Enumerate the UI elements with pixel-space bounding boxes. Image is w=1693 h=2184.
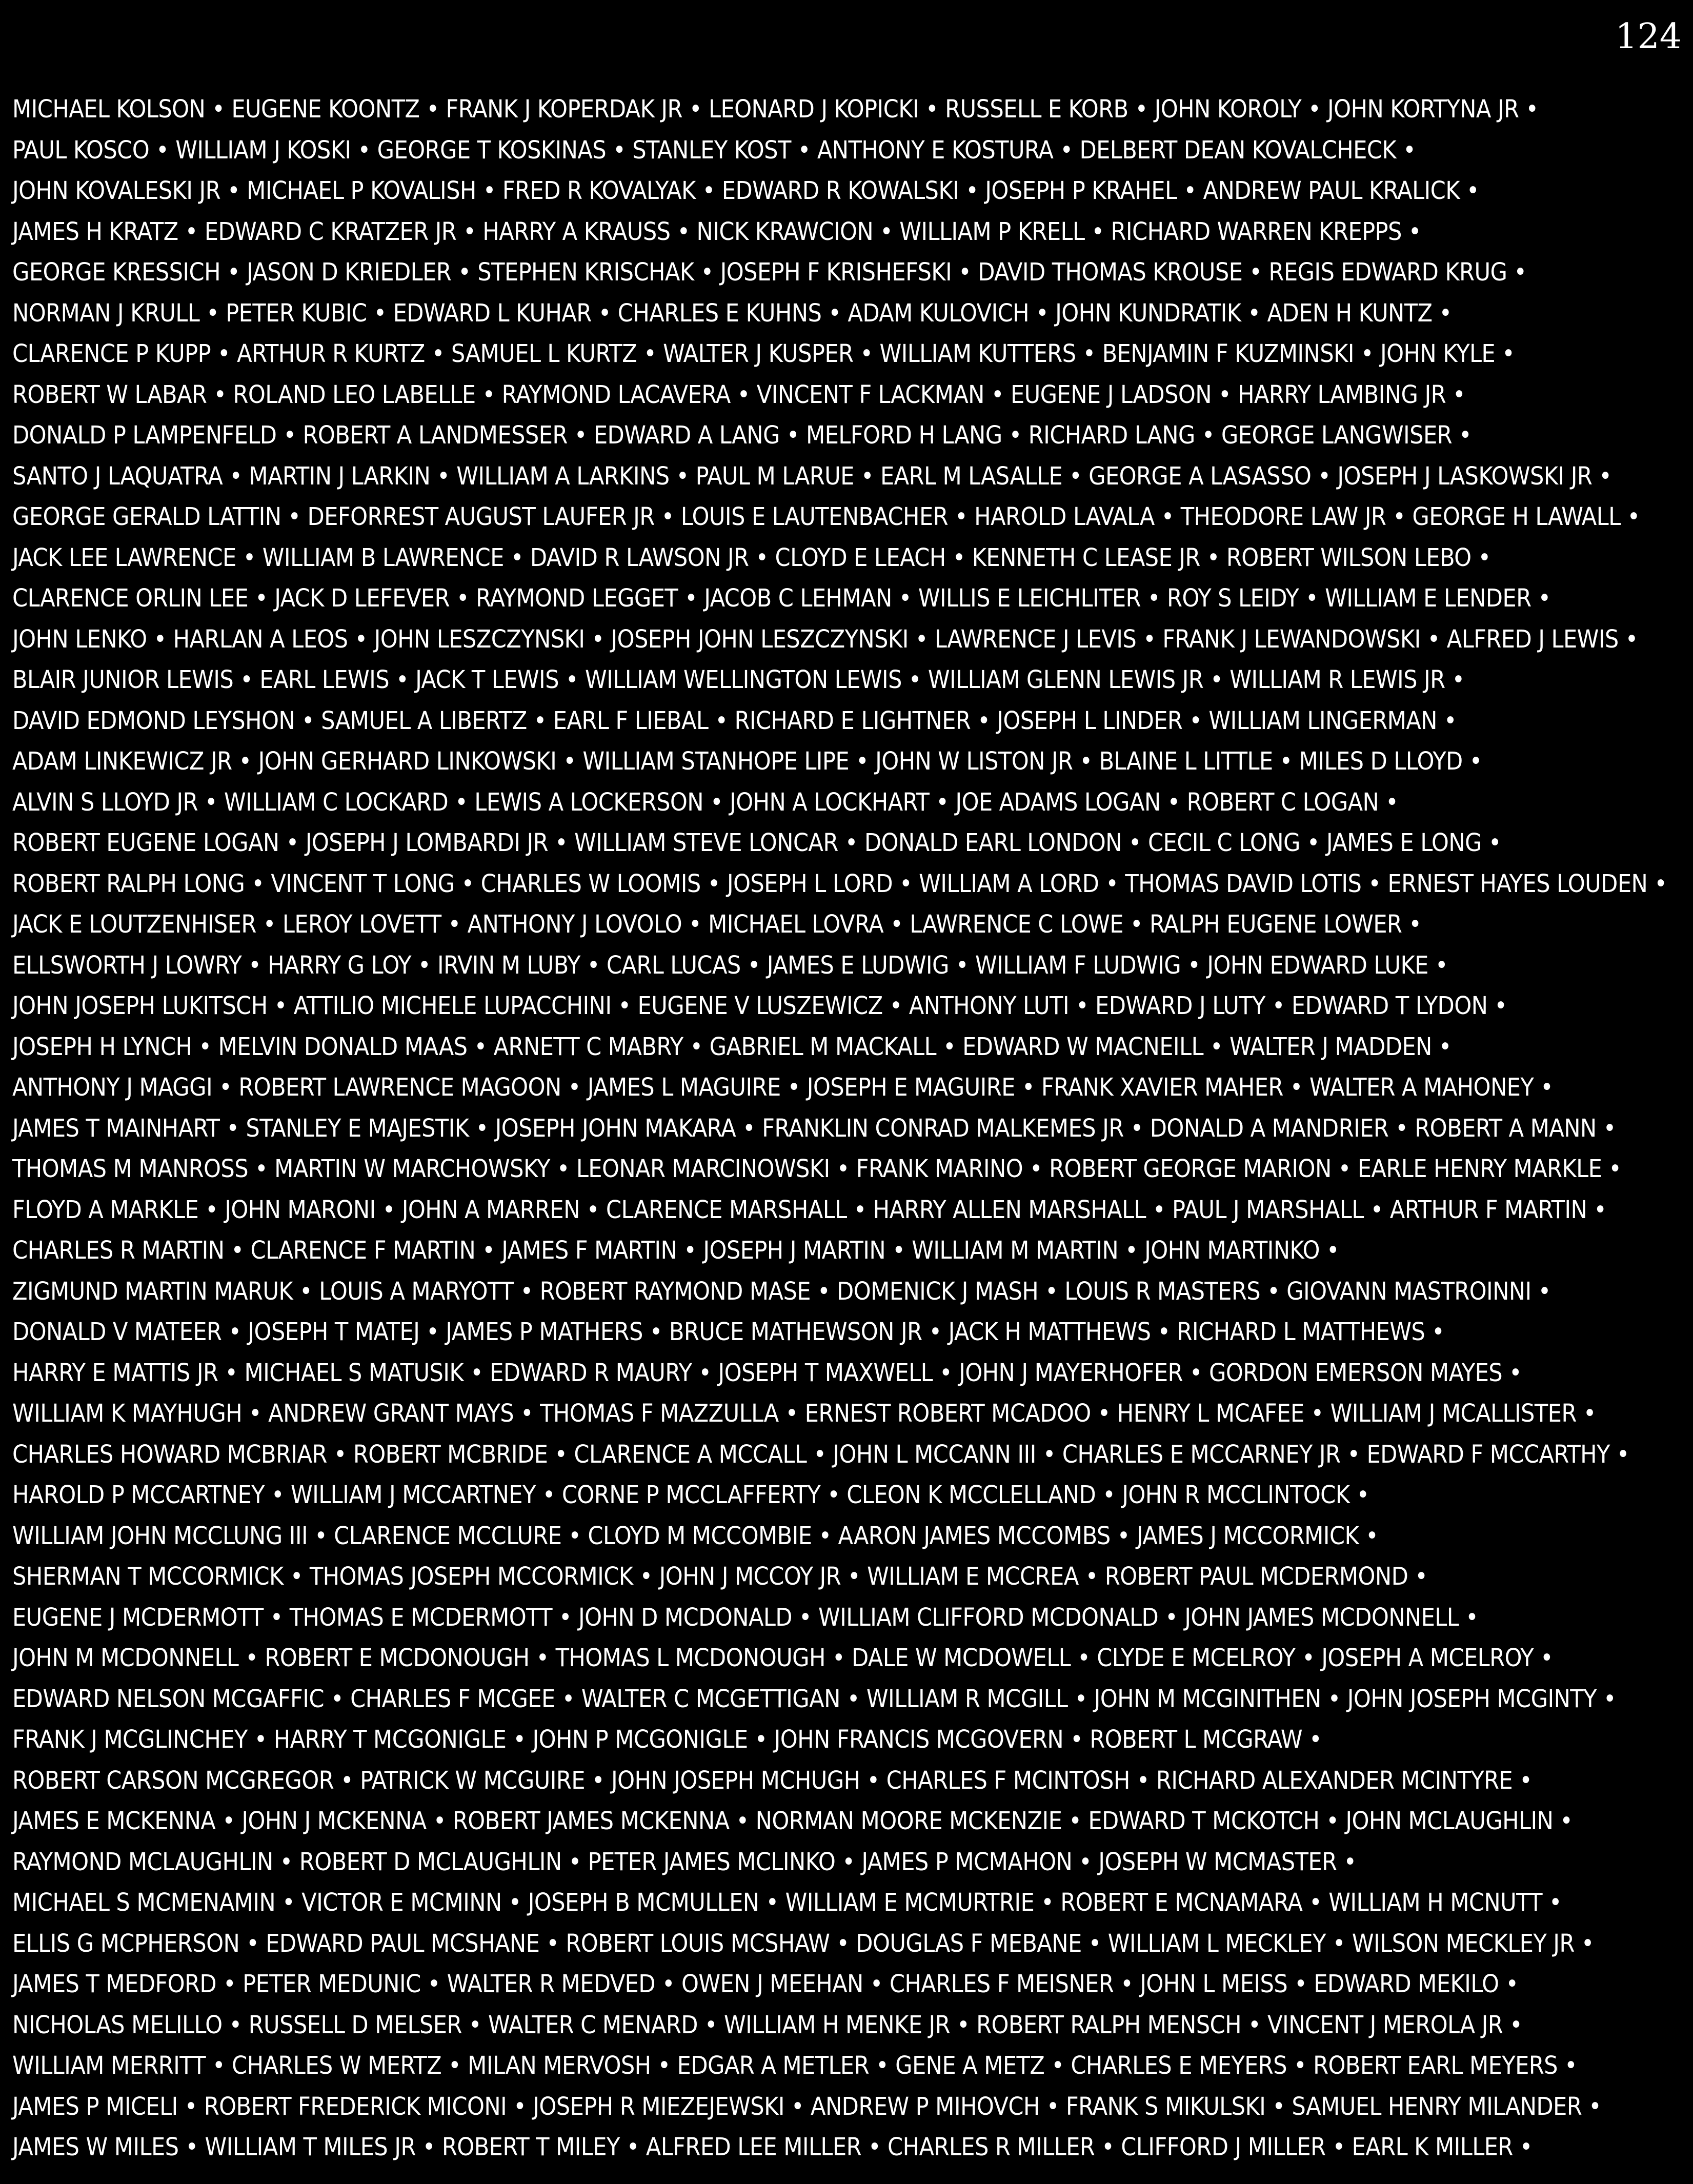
- name-line: CLARENCE ORLIN LEE • JACK D LEFEVER • RAYMOND LEGGET • JACOB C LEHMAN • WILLIS E LEICHLITER • ROY S LEIDY • WILLIAM E LENDER •: [12, 584, 1551, 613]
- name-line: ROBERT W LABAR • ROLAND LEO LABELLE • RAYMOND LACAVERA • VINCENT F LACKMAN • EUGENE J LADSON • HARRY LAMBING JR •: [12, 380, 1465, 409]
- name-line: DAVID EDMOND LEYSHON • SAMUEL A LIBERTZ • EARL F LIEBAL • RICHARD E LIGHTNER • JOSEPH L LINDER • WILLIAM LINGERMAN •: [12, 706, 1457, 735]
- name-line: JAMES T MAINHART • STANLEY E MAJESTIK • JOSEPH JOHN MAKARA • FRANKLIN CONRAD MALKEMES JR • DONALD A MANDRIER • ROBERT A MANN •: [12, 1114, 1616, 1143]
- name-line: WILLIAM MERRITT • CHARLES W MERTZ • MILAN MERVOSH • EDGAR A METLER • GENE A METZ • CHARLES E MEYERS • ROBERT EARL MEYERS •: [12, 2051, 1577, 2080]
- name-line: JOSEPH H LYNCH • MELVIN DONALD MAAS • ARNETT C MABRY • GABRIEL M MACKALL • EDWARD W MACNEILL • WALTER J MADDEN •: [12, 1032, 1452, 1061]
- name-line: BLAIR JUNIOR LEWIS • EARL LEWIS • JACK T LEWIS • WILLIAM WELLINGTON LEWIS • WILLIAM GLENN LEWIS JR • WILLIAM R LEWIS JR •: [12, 665, 1465, 694]
- name-line: HAROLD P MCCARTNEY • WILLIAM J MCCARTNEY • CORNE P MCCLAFFERTY • CLEON K MCCLELLAND • JOHN R MCCLINTOCK •: [12, 1481, 1369, 1509]
- name-line: DONALD P LAMPENFELD • ROBERT A LANDMESSER • EDWARD A LANG • MELFORD H LANG • RICHARD LANG • GEORGE LANGWISER •: [12, 421, 1472, 450]
- name-line: MICHAEL KOLSON • EUGENE KOONTZ • FRANK J KOPERDAK JR • LEONARD J KOPICKI • RUSSELL E KORB • JOHN KOROLY • JOHN KORTYNA JR •: [12, 95, 1539, 124]
- name-line: CHARLES HOWARD MCBRIAR • ROBERT MCBRIDE • CLARENCE A MCCALL • JOHN L MCCANN III • CHARLES E MCCARNEY JR • EDWARD F MCCARTHY •: [12, 1440, 1629, 1469]
- name-line: MICHAEL S MCMENAMIN • VICTOR E MCMINN • JOSEPH B MCMULLEN • WILLIAM E MCMURTRIE • ROBERT E MCNAMARA • WILLIAM H MCNUTT •: [12, 1888, 1562, 1917]
- name-line: JOHN KOVALESKI JR • MICHAEL P KOVALISH • FRED R KOVALYAK • EDWARD R KOWALSKI • JOSEPH P KRAHEL • ANDREW PAUL KRALICK •: [12, 176, 1479, 205]
- name-line: JACK E LOUTZENHISER • LEROY LOVETT • ANTHONY J LOVOLO • MICHAEL LOVRA • LAWRENCE C LOWE • RALPH EUGENE LOWER •: [12, 910, 1422, 939]
- name-line: JACK LEE LAWRENCE • WILLIAM B LAWRENCE • DAVID R LAWSON JR • CLOYD E LEACH • KENNETH C LEASE JR • ROBERT WILSON LEBO •: [12, 543, 1491, 572]
- name-line: JOHN M MCDONNELL • ROBERT E MCDONOUGH • THOMAS L MCDONOUGH • DALE W MCDOWELL • CLYDE E MCELROY • JOSEPH A MCELROY •: [12, 1644, 1553, 1672]
- name-line: JOHN LENKO • HARLAN A LEOS • JOHN LESZCZYNSKI • JOSEPH JOHN LESZCZYNSKI • LAWRENCE J LEVIS • FRANK J LEWANDOWSKI • ALFRED J LEWIS •: [12, 624, 1638, 654]
- name-line: ROBERT RALPH LONG • VINCENT T LONG • CHARLES W LOOMIS • JOSEPH L LORD • WILLIAM A LORD • THOMAS DAVID LOTIS • ERNEST HAYES LOUDEN •: [12, 869, 1667, 898]
- name-line: PAUL KOSCO • WILLIAM J KOSKI • GEORGE T KOSKINAS • STANLEY KOST • ANTHONY E KOSTURA • DELBERT DEAN KOVALCHECK •: [12, 135, 1416, 165]
- name-line: JAMES T MEDFORD • PETER MEDUNIC • WALTER R MEDVED • OWEN J MEEHAN • CHARLES F MEISNER • JOHN L MEISS • EDWARD MEKILO •: [12, 1970, 1519, 1998]
- name-line: ANTHONY J MAGGI • ROBERT LAWRENCE MAGOON • JAMES L MAGUIRE • JOSEPH E MAGUIRE • FRANK XAVIER MAHER • WALTER A MAHONEY •: [12, 1073, 1554, 1102]
- names-list: [12, 89, 1689, 2168]
- name-line: ADAM LINKEWICZ JR • JOHN GERHARD LINKOWSKI • WILLIAM STANHOPE LIPE • JOHN W LISTON JR • BLAINE L LITTLE • MILES D LLOYD •: [12, 747, 1482, 776]
- name-line: RAYMOND MCLAUGHLIN • ROBERT D MCLAUGHLIN • PETER JAMES MCLINKO • JAMES P MCMAHON • JOSEPH W MCMASTER •: [12, 1847, 1357, 1876]
- name-line: ZIGMUND MARTIN MARUK • LOUIS A MARYOTT • ROBERT RAYMOND MASE • DOMENICK J MASH • LOUIS R MASTERS • GIOVANN MASTROINNI •: [12, 1277, 1551, 1306]
- name-line: ELLIS G MCPHERSON • EDWARD PAUL MCSHANE • ROBERT LOUIS MCSHAW • DOUGLAS F MEBANE • WILLIAM L MECKLEY • WILSON MECKLEY JR •: [12, 1929, 1594, 1958]
- name-line: NICHOLAS MELILLO • RUSSELL D MELSER • WALTER C MENARD • WILLIAM H MENKE JR • ROBERT RALPH MENSCH • VINCENT J MEROLA JR •: [12, 2010, 1523, 2039]
- name-line: FRANK J MCGLINCHEY • HARRY T MCGONIGLE • JOHN P MCGONIGLE • JOHN FRANCIS MCGOVERN • ROBERT L MCGRAW •: [12, 1725, 1322, 1754]
- name-line: WILLIAM JOHN MCCLUNG III • CLARENCE MCCLURE • CLOYD M MCCOMBIE • AARON JAMES MCCOMBS • JAMES J MCCORMICK •: [12, 1521, 1379, 1550]
- page-number: 124: [1615, 16, 1682, 57]
- name-line: GEORGE GERALD LATTIN • DEFORREST AUGUST LAUFER JR • LOUIS E LAUTENBACHER • HAROLD LAVALA • THEODORE LAW JR • GEORGE H LAWALL •: [12, 502, 1640, 531]
- name-line: HARRY E MATTIS JR • MICHAEL S MATUSIK • EDWARD R MAURY • JOSEPH T MAXWELL • JOHN J MAYERHOFER • GORDON EMERSON MAYES •: [12, 1358, 1522, 1387]
- name-line: NORMAN J KRULL • PETER KUBIC • EDWARD L KUHAR • CHARLES E KUHNS • ADAM KULOVICH • JOHN KUNDRATIK • ADEN H KUNTZ •: [12, 298, 1452, 328]
- name-line: CLARENCE P KUPP • ARTHUR R KURTZ • SAMUEL L KURTZ • WALTER J KUSPER • WILLIAM KUTTERS • BENJAMIN F KUZMINSKI • JOHN KYLE •: [12, 339, 1515, 368]
- name-line: ROBERT EUGENE LOGAN • JOSEPH J LOMBARDI JR • WILLIAM STEVE LONCAR • DONALD EARL LONDON • CECIL C LONG • JAMES E LONG •: [12, 828, 1501, 857]
- name-line: JAMES H KRATZ • EDWARD C KRATZER JR • HARRY A KRAUSS • NICK KRAWCION • WILLIAM P KRELL • RICHARD WARREN KREPPS •: [12, 217, 1421, 246]
- name-line: DONALD V MATEER • JOSEPH T MATEJ • JAMES P MATHERS • BRUCE MATHEWSON JR • JACK H MATTHEWS • RICHARD L MATTHEWS •: [12, 1318, 1445, 1346]
- name-line: ALVIN S LLOYD JR • WILLIAM C LOCKARD • LEWIS A LOCKERSON • JOHN A LOCKHART • JOE ADAMS LOGAN • ROBERT C LOGAN •: [12, 787, 1399, 817]
- name-line: JOHN JOSEPH LUKITSCH • ATTILIO MICHELE LUPACCHINI • EUGENE V LUSZEWICZ • ANTHONY LUTI • EDWARD J LUTY • EDWARD T LYDON •: [12, 992, 1507, 1020]
- name-line: EUGENE J MCDERMOTT • THOMAS E MCDERMOTT • JOHN D MCDONALD • WILLIAM CLIFFORD MCDONALD • JOHN JAMES MCDONNELL •: [12, 1603, 1479, 1632]
- name-line: CHARLES R MARTIN • CLARENCE F MARTIN • JAMES F MARTIN • JOSEPH J MARTIN • WILLIAM M MARTIN • JOHN MARTINKO •: [12, 1236, 1339, 1265]
- name-line: FLOYD A MARKLE • JOHN MARONI • JOHN A MARREN • CLARENCE MARSHALL • HARRY ALLEN MARSHALL • PAUL J MARSHALL • ARTHUR F MARTIN •: [12, 1195, 1607, 1224]
- name-line: JAMES E MCKENNA • JOHN J MCKENNA • ROBERT JAMES MCKENNA • NORMAN MOORE MCKENZIE • EDWARD T MCKOTCH • JOHN MCLAUGHLIN •: [12, 1807, 1573, 1835]
- name-line: ROBERT CARSON MCGREGOR • PATRICK W MCGUIRE • JOHN JOSEPH MCHUGH • CHARLES F MCINTOSH • RICHARD ALEXANDER MCINTYRE •: [12, 1766, 1533, 1795]
- name-line: JAMES P MICELI • ROBERT FREDERICK MICONI • JOSEPH R MIEZEJEWSKI • ANDREW P MIHOVCH • FRANK S MIKULSKI • SAMUEL HENRY MILANDER •: [12, 2092, 1602, 2121]
- name-line: WILLIAM K MAYHUGH • ANDREW GRANT MAYS • THOMAS F MAZZULLA • ERNEST ROBERT MCADOO • HENRY L MCAFEE • WILLIAM J MCALLISTER •: [12, 1399, 1596, 1428]
- name-line: GEORGE KRESSICH • JASON D KRIEDLER • STEPHEN KRISCHAK • JOSEPH F KRISHEFSKI • DAVID THOMAS KROUSE • REGIS EDWARD KRUG •: [12, 258, 1527, 287]
- name-line: THOMAS M MANROSS • MARTIN W MARCHOWSKY • LEONAR MARCINOWSKI • FRANK MARINO • ROBERT GEORGE MARION • EARLE HENRY MARKLE •: [12, 1155, 1622, 1183]
- name-line: SANTO J LAQUATRA • MARTIN J LARKIN • WILLIAM A LARKINS • PAUL M LARUE • EARL M LASALLE • GEORGE A LASASSO • JOSEPH J LASKOWSKI JR •: [12, 461, 1612, 491]
- name-line: SHERMAN T MCCORMICK • THOMAS JOSEPH MCCORMICK • JOHN J MCCOY JR • WILLIAM E MCCREA • ROBERT PAUL MCDERMOND •: [12, 1562, 1428, 1591]
- name-line: EDWARD NELSON MCGAFFIC • CHARLES F MCGEE • WALTER C MCGETTIGAN • WILLIAM R MCGILL • JOHN M MCGINITHEN • JOHN JOSEPH MCGINTY •: [12, 1684, 1616, 1713]
- name-line: ELLSWORTH J LOWRY • HARRY G LOY • IRVIN M LUBY • CARL LUCAS • JAMES E LUDWIG • WILLIAM F LUDWIG • JOHN EDWARD LUKE •: [12, 951, 1448, 980]
- name-line: JAMES W MILES • WILLIAM T MILES JR • ROBERT T MILEY • ALFRED LEE MILLER • CHARLES R MILLER • CLIFFORD J MILLER • EARL K MILLER •: [12, 2133, 1533, 2161]
